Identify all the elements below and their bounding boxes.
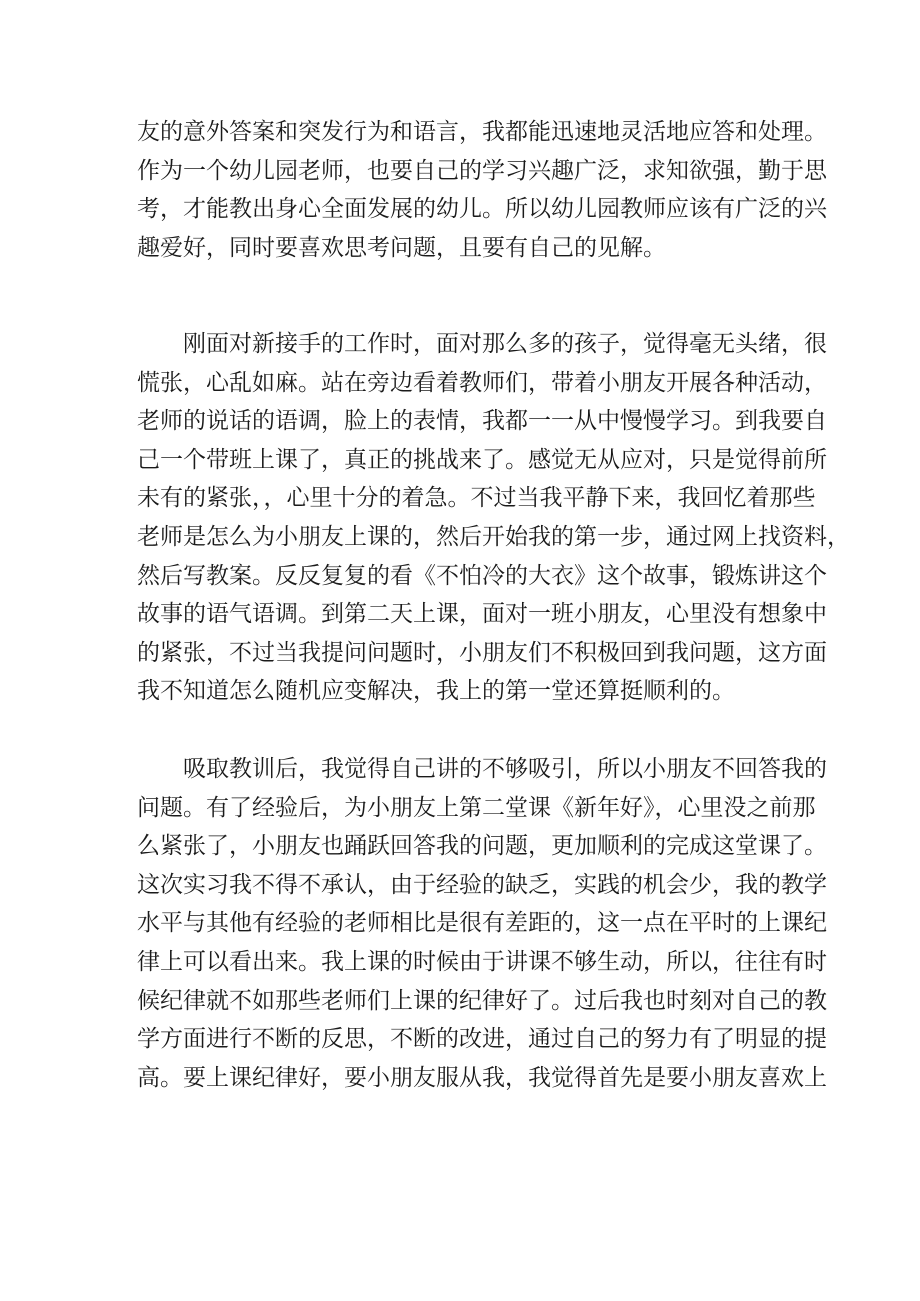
paragraph-line: 慌张，心乱如麻。站在旁边看着教师们，带着小朋友开展各种活动， (137, 369, 827, 396)
paragraph-line: 老师的说话的语调，脸上的表情，我都一一从中慢慢学习。到我要自 (137, 408, 827, 435)
paragraph-line: 老师是怎么为小朋友上课的，然后开始我的第一步，通过网上找资料， (137, 523, 850, 550)
paragraph-line: 这次实习我不得不承认，由于经验的缺乏，实践的机会少，我的教学 (137, 871, 827, 898)
paragraph-continuation (137, 113, 827, 267)
paragraph-line: 友的意外答案和突发行为和语言，我都能迅速地灵活地应答和处理。 (137, 119, 827, 145)
paragraph-line: 问题。有了经验后，为小朋友上第二堂课《新年好》，心里没之前那 (137, 794, 816, 821)
paragraph-first-class (137, 325, 850, 711)
paragraph-line: 然后写教案。反反复复的看《不怕冷的大衣》这个故事，锻炼讲这个 (137, 562, 827, 589)
paragraph-line: 候纪律就不如那些老师们上课的纪律好了。过后我也时刻对自己的教 (137, 987, 827, 1014)
paragraph-line: 考，才能教出身心全面发展的幼儿。所以幼儿园教师应该有广泛的兴 (137, 196, 827, 223)
paragraph-line: 水平与其他有经验的老师相比是很有差距的，这一点在平时的上课纪 (137, 910, 827, 937)
paragraph-line: 律上可以看出来。我上课的时候由于讲课不够生动，所以，往往有时 (137, 948, 827, 975)
paragraph-line: 么紧张了，小朋友也踊跃回答我的问题，更加顺利的完成这堂课了。 (137, 833, 827, 860)
paragraph-line: 的紧张，不过当我提问问题时，小朋友们不积极回到我问题，这方面 (137, 639, 827, 666)
paragraph-line: 学方面进行不断的反思，不断的改进，通过自己的努力有了明显的提 (137, 1026, 827, 1053)
paragraph-line: 刚面对新接手的工作时，面对那么多的孩子，觉得毫无头绪，很 (183, 331, 827, 357)
paragraph-line: 趣爱好，同时要喜欢思考问题，且要有自己的见解。 (137, 234, 666, 261)
paragraph-line: 高。要上课纪律好，要小朋友服从我，我觉得首先是要小朋友喜欢上 (137, 1064, 827, 1091)
paragraph-lessons-learned (137, 750, 827, 1097)
paragraph-line: 故事的语气语调。到第二天上课，面对一班小朋友，心里没有想象中 (137, 601, 827, 628)
paragraph-line: 己一个带班上课了，真正的挑战来了。感觉无从应对，只是觉得前所 (137, 446, 827, 473)
paragraph-line: 我不知道怎么随机应变解决，我上的第一堂还算挺顺利的。 (137, 678, 735, 705)
paragraph-line: 吸取教训后，我觉得自己讲的不够吸引，所以小朋友不回答我的 (183, 756, 827, 782)
paragraph-line: 作为一个幼儿园老师，也要自己的学习兴趣广泛，求知欲强，勤于思 (137, 157, 827, 184)
paragraph-line: 未有的紧张，，心里十分的着急。不过当我平静下来，我回忆着那些 (137, 485, 816, 512)
